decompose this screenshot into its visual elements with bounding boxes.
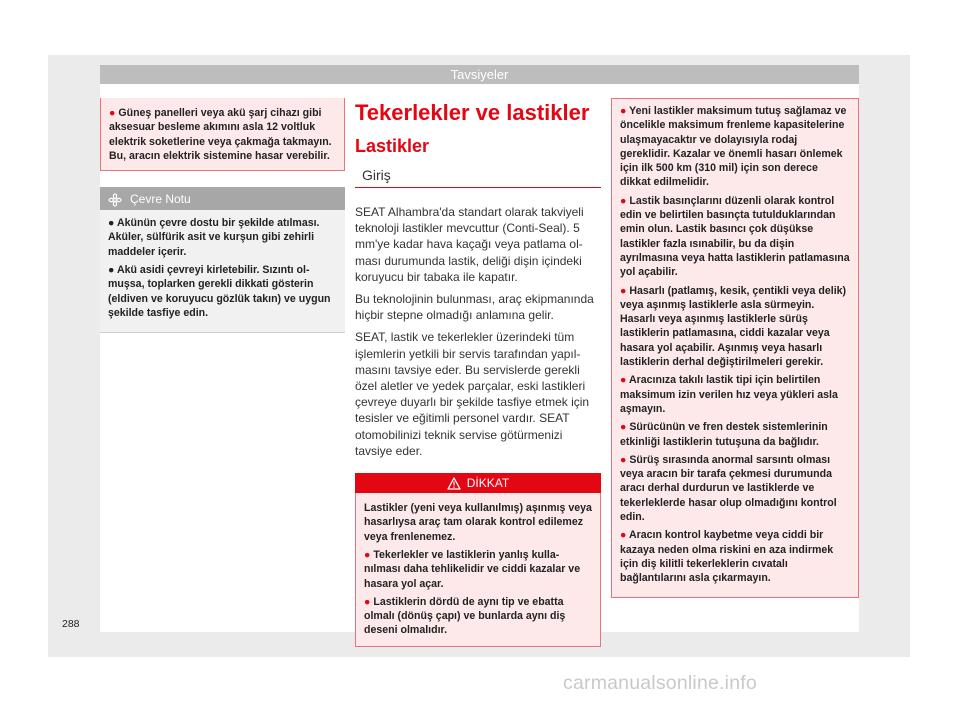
column-left [100, 98, 345, 333]
column-middle [355, 98, 601, 647]
list-item: ● Sürüş sırasında anormal sarsıntı olması veya aracın bir tarafa çekmesi durumunda aracı derhal durdurun ve lastiklerde ve tekerleklerde hasar olup olmadığını kontrol edin. [620, 453, 837, 524]
bullet-icon: ● [620, 105, 627, 117]
paragraph: SEAT, lastik ve tekerlekler üzerindeki tüm işlemlerin yetkili bir servis tarafından yapılmasını tavsiye eder. Bu servislerde gerekli özel aletler ve yedek parçalar, eski lastikleri çevreye duyarlı bir şekilde tasfiye etmek için tesisler ve eğitimli personel vardır. SEAT otomobilinizi teknik servise götürmenizi tavsiye eder. [355, 330, 590, 458]
paragraph: SEAT Alhambra'da standart olarak takviyeli teknoloji lastikler mevcuttur (Conti-Seal). 5 mm'ye kadar hava kaçağı veya patlama olması durumunda lastik, deliği dişin içindeki koruyucu bir tabaka ile kapatır. [355, 205, 584, 284]
list-item: ● Aracınıza takılı lastik tipi için belirtilen maksimum izin verilen hız veya yükleri asla aşmayın. [620, 374, 838, 415]
warning-box-body [355, 493, 601, 647]
warning-intro: Lastikler (yeni veya kullanılmış) aşınmış veya hasarlıysa araç tam olarak kontrol edilemez veya frenlenemez. [364, 502, 592, 543]
flower-icon [108, 193, 122, 207]
list-item: ● Akünün çevre dostu bir şekilde atılması. Aküler, sülfürik asit ve kurşun gibi zehirli maddeler içerir. [108, 217, 320, 258]
watermark: carmanualsonline.info [563, 672, 757, 694]
bullet-icon: ● [108, 217, 115, 230]
warning-box [355, 473, 601, 647]
section-heading: Lastikler [355, 136, 430, 156]
list-item: ● Tekerlekler ve lastiklerin yanlış kullanılması daha tehlikelidir ve ciddi kazalar ve hasara yol açar. [364, 548, 581, 590]
bullet-icon: ● [620, 284, 627, 297]
environment-note-header [100, 189, 345, 210]
list-item: ● Hasarlı (patlamış, kesik, çentikli veya delik) veya aşınmış lastiklerle asla sürmeyin. Hasarlı veya aşınmış lastiklerle sürüş lastiklerin patlamasına, ciddi kazalar veya hasara yol açabilir. Aşınmış veya hasarlı lastiklerin derhal değiştirilmeleri gerekir. [620, 284, 847, 369]
list-item: ● Aracın kontrol kaybetme veya ciddi bir kazaya neden olma riskini en aza indirmek için diş kilitli tekerleklerin cıvatalı bağlantılarını asla çıkarmayın. [620, 529, 834, 585]
list-item: ● Lastiklerin dördü de aynı tip ve ebatta olmalı (dönüş çapı) ve bunlarda aynı diş deseni olmalıdır. [364, 595, 566, 637]
bullet-icon: ● [364, 595, 371, 608]
page-number: 288 [62, 618, 80, 630]
section-header [100, 65, 859, 84]
column-right [611, 98, 859, 598]
environment-note-title: Çevre Notu [130, 192, 191, 207]
bullet-icon: ● [620, 194, 627, 207]
environment-note [100, 187, 345, 333]
environment-note-body [100, 210, 345, 332]
bullet-icon: ● [620, 421, 627, 434]
section-title: Tavsiyeler [450, 67, 509, 82]
list-item: ● Güneş panelleri veya akü şarj cihazı gibi aksesuar besleme akımını asla 12 voltluk elektrik soketlerine veya çakmağa takmayın. Bu, aracın elektrik sistemine hasar verebilir. [109, 107, 332, 162]
bullet-icon: ● [620, 374, 627, 387]
bullet-icon: ● [620, 453, 627, 466]
subsection-heading: Giriş [355, 167, 601, 188]
warning-box-header [355, 473, 601, 493]
warning-box-title: DİKKAT [466, 476, 510, 491]
warning-continuation-box [100, 98, 345, 171]
chapter-title: Tekerlekler ve lastikler [355, 100, 590, 125]
bullet-icon: ● [109, 107, 116, 119]
warning-continuation-box [611, 98, 859, 598]
list-item: ● Sürücünün ve fren destek sistemlerinin etkinliği lastiklerin tutuşuna da bağlıdır. [620, 421, 828, 448]
bullet-icon: ● [108, 264, 115, 277]
list-item: ● Yeni lastikler maksimum tutuş sağlamaz ve öncelikle maksimum frenleme kapasitelerine ulaşmayacaktır ve dolayısıyla rodaj gereklidir. Kazalar ve önemli hasarı önlemek için ilk 500 km (310 mil) için son derece dikkat edilmelidir. [620, 105, 847, 189]
bullet-icon: ● [620, 529, 627, 542]
list-item: ● Lastik basınçlarını düzenli olarak kontrol edin ve belirtilen basınçta tutulduklarından emin olun. Lastik basıncı çok düşükse lastikler fazla ısınabilir, bu da dişin ayrılmasına veya hatta lastiklerin patlamasına yol açabilir. [620, 194, 850, 279]
paragraph: Bu teknolojinin bulunması, araç ekipmanında hiçbir stepne olmadığı anlamına gelir. [355, 292, 594, 323]
bullet-icon: ● [364, 548, 371, 561]
list-item: ● Akü asidi çevreyi kirletebilir. Sızıntı olmuşsa, toplarken gerekli dikkati gösterin (eldiven ve koruyucu gözlük takın) ve uygun şekilde tasfiye edin. [108, 264, 331, 319]
warning-triangle-icon [447, 477, 461, 490]
